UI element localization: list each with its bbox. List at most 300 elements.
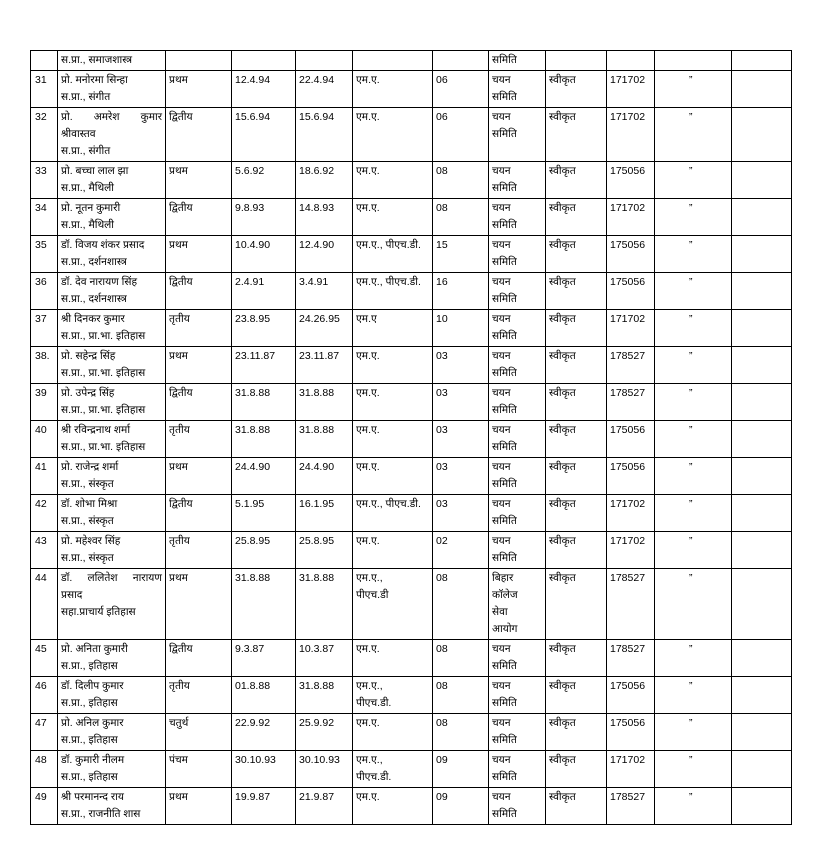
ditto-mark-cell: ” <box>655 714 732 751</box>
name-designation-cell <box>58 162 166 199</box>
serial-number-cell: 43 <box>31 532 58 569</box>
serial-number-cell: 38. <box>31 347 58 384</box>
selection-body-line: समिति <box>492 771 517 783</box>
selection-body-cell <box>489 532 546 569</box>
reference-number-cell: 175056 <box>607 421 655 458</box>
name-designation-line: स.प्रा., प्रा.भा. इतिहास <box>61 330 146 342</box>
status-cell <box>546 51 607 71</box>
code-cell: 10 <box>433 310 489 347</box>
name-designation-cell <box>58 569 166 640</box>
qualification-line: पीएच.डी. <box>356 697 392 709</box>
joining-date-cell: 22.4.94 <box>296 71 353 108</box>
remarks-cell <box>732 71 792 108</box>
qualification-line: एम.ए. <box>356 111 380 123</box>
name-designation-cell <box>58 677 166 714</box>
selection-body-line: चयन <box>492 461 511 473</box>
status-cell: स्वीकृत <box>546 310 607 347</box>
joining-date-cell: 18.6.92 <box>296 162 353 199</box>
selection-body-line: आयोग <box>492 623 518 635</box>
joining-date-cell: 23.11.87 <box>296 347 353 384</box>
code-cell: 08 <box>433 677 489 714</box>
serial-number-cell: 34 <box>31 199 58 236</box>
appointment-date-cell: 23.11.87 <box>232 347 296 384</box>
qualification-line: एम.ए. <box>356 461 380 473</box>
remarks-cell <box>732 532 792 569</box>
name-designation-line: प्रो. बच्चा लाल झा <box>61 165 129 177</box>
status-cell: स्वीकृत <box>546 569 607 640</box>
name-designation-line: स.प्रा., दर्शनशास्त्र <box>61 256 127 268</box>
remarks-cell <box>732 199 792 236</box>
code-cell: 08 <box>433 714 489 751</box>
code-cell: 08 <box>433 569 489 640</box>
joining-date-cell: 24.26.95 <box>296 310 353 347</box>
table-row <box>31 273 792 310</box>
joining-date-cell: 30.10.93 <box>296 751 353 788</box>
appointment-date-cell: 15.6.94 <box>232 108 296 162</box>
table-row <box>31 108 792 162</box>
remarks-cell <box>732 751 792 788</box>
ditto-mark-cell: ” <box>655 495 732 532</box>
selection-body-line: समिति <box>492 697 517 709</box>
qualification-line: एम.ए. <box>356 74 380 86</box>
reference-number-cell: 178527 <box>607 384 655 421</box>
faculty-appointment-table <box>30 50 792 825</box>
table-row <box>31 458 792 495</box>
joining-date-cell: 15.6.94 <box>296 108 353 162</box>
name-designation-line: स.प्रा., प्रा.भा. इतिहास <box>61 367 146 379</box>
qualification-line: एम.ए., पीएच.डी. <box>356 239 421 251</box>
name-designation-line: प्रो. महेश्वर सिंह <box>61 535 121 547</box>
table-row <box>31 532 792 569</box>
sequence-cell: चतुर्थ <box>166 714 232 751</box>
sequence-cell: तृतीय <box>166 421 232 458</box>
appointment-date-cell: 23.8.95 <box>232 310 296 347</box>
remarks-cell <box>732 51 792 71</box>
table-row <box>31 236 792 273</box>
ditto-mark-cell: ” <box>655 236 732 273</box>
sequence-cell: प्रथम <box>166 569 232 640</box>
qualification-line: एम.ए <box>356 313 377 325</box>
reference-number-cell: 171702 <box>607 71 655 108</box>
name-designation-line: प्रो. अमरेश कुमार <box>61 111 162 123</box>
selection-body-cell <box>489 199 546 236</box>
qualification-cell <box>353 236 433 273</box>
code-cell <box>433 51 489 71</box>
name-designation-cell <box>58 458 166 495</box>
code-cell: 02 <box>433 532 489 569</box>
name-designation-cell <box>58 236 166 273</box>
appointment-date-cell: 12.4.94 <box>232 71 296 108</box>
qualification-cell <box>353 108 433 162</box>
serial-number-cell: 42 <box>31 495 58 532</box>
appointment-date-cell: 25.8.95 <box>232 532 296 569</box>
selection-body-line: चयन <box>492 276 511 288</box>
serial-number-cell: 45 <box>31 640 58 677</box>
reference-number-cell: 171702 <box>607 108 655 162</box>
qualification-cell <box>353 273 433 310</box>
name-designation-line: स.प्रा., प्रा.भा. इतिहास <box>61 404 146 416</box>
joining-date-cell: 12.4.90 <box>296 236 353 273</box>
status-cell: स्वीकृत <box>546 714 607 751</box>
name-designation-cell <box>58 751 166 788</box>
sequence-cell: तृतीय <box>166 310 232 347</box>
qualification-line: एम.ए. <box>356 165 380 177</box>
remarks-cell <box>732 458 792 495</box>
joining-date-cell: 24.4.90 <box>296 458 353 495</box>
ditto-mark-cell: ” <box>655 71 732 108</box>
status-cell: स्वीकृत <box>546 162 607 199</box>
name-designation-line: प्रो. नूतन कुमारी <box>61 202 121 214</box>
selection-body-cell <box>489 71 546 108</box>
status-cell: स्वीकृत <box>546 751 607 788</box>
selection-body-line: समिति <box>492 91 517 103</box>
name-designation-line: प्रो. सहेन्द्र सिंह <box>61 350 116 362</box>
status-cell: स्वीकृत <box>546 273 607 310</box>
ditto-mark-cell: ” <box>655 273 732 310</box>
remarks-cell <box>732 788 792 825</box>
selection-body-line: समिति <box>492 219 517 231</box>
status-cell: स्वीकृत <box>546 108 607 162</box>
appointment-date-cell: 30.10.93 <box>232 751 296 788</box>
qualification-line: एम.ए. <box>356 717 380 729</box>
selection-body-line: समिति <box>492 182 517 194</box>
code-cell: 03 <box>433 347 489 384</box>
qualification-cell <box>353 532 433 569</box>
sequence-cell: द्वितीय <box>166 384 232 421</box>
joining-date-cell: 21.9.87 <box>296 788 353 825</box>
selection-body-cell <box>489 347 546 384</box>
code-cell: 08 <box>433 199 489 236</box>
qualification-cell <box>353 310 433 347</box>
status-cell: स्वीकृत <box>546 199 607 236</box>
name-designation-cell <box>58 108 166 162</box>
qualification-line: एम.ए., पीएच.डी. <box>356 276 421 288</box>
name-designation-line: डॉ. देव नारायण सिंह <box>61 276 138 288</box>
joining-date-cell: 10.3.87 <box>296 640 353 677</box>
selection-body-cell <box>489 162 546 199</box>
appointment-date-cell: 31.8.88 <box>232 569 296 640</box>
qualification-cell <box>353 677 433 714</box>
selection-body-cell <box>489 677 546 714</box>
code-cell: 08 <box>433 162 489 199</box>
selection-body-line: चयन <box>492 424 511 436</box>
name-designation-cell <box>58 273 166 310</box>
name-designation-line: स.प्रा., इतिहास <box>61 697 118 709</box>
selection-body-line: चयन <box>492 498 511 510</box>
ditto-mark-cell: ” <box>655 677 732 714</box>
code-cell: 16 <box>433 273 489 310</box>
qualification-cell <box>353 199 433 236</box>
selection-body-line: चयन <box>492 202 511 214</box>
table-row <box>31 677 792 714</box>
reference-number-cell: 175056 <box>607 236 655 273</box>
serial-number-cell: 31 <box>31 71 58 108</box>
selection-body-line: समिति <box>492 660 517 672</box>
name-designation-cell <box>58 640 166 677</box>
name-designation-cell <box>58 495 166 532</box>
qualification-line: एम.ए. <box>356 387 380 399</box>
code-cell: 15 <box>433 236 489 273</box>
reference-number-cell: 178527 <box>607 569 655 640</box>
name-designation-line: प्रो. राजेन्द्र शर्मा <box>61 461 119 473</box>
name-designation-line: स.प्रा., राजनीति शास <box>61 808 141 820</box>
name-designation-line: प्रसाद <box>61 589 83 601</box>
name-designation-cell <box>58 532 166 569</box>
remarks-cell <box>732 310 792 347</box>
ditto-mark-cell: ” <box>655 421 732 458</box>
appointment-date-cell: 10.4.90 <box>232 236 296 273</box>
selection-body-cell <box>489 236 546 273</box>
name-designation-line: प्रो. मनोरमा सिन्हा <box>61 74 128 86</box>
joining-date-cell: 25.8.95 <box>296 532 353 569</box>
qualification-cell <box>353 640 433 677</box>
reference-number-cell: 171702 <box>607 532 655 569</box>
qualification-line: एम.ए. <box>356 424 380 436</box>
qualification-line: एम.ए., <box>356 572 383 584</box>
name-designation-line: श्रीवास्तव <box>61 128 96 140</box>
serial-number-cell <box>31 51 58 71</box>
code-cell: 06 <box>433 108 489 162</box>
qualification-cell <box>353 71 433 108</box>
joining-date-cell: 31.8.88 <box>296 421 353 458</box>
sequence-cell: प्रथम <box>166 458 232 495</box>
remarks-cell <box>732 640 792 677</box>
status-cell: स्वीकृत <box>546 236 607 273</box>
table-row <box>31 384 792 421</box>
table-row <box>31 421 792 458</box>
qualification-line: एम.ए. <box>356 350 380 362</box>
name-designation-line: स.प्रा., दर्शनशास्त्र <box>61 293 127 305</box>
joining-date-cell <box>296 51 353 71</box>
code-cell: 08 <box>433 640 489 677</box>
selection-body-line: समिति <box>492 367 517 379</box>
sequence-cell: प्रथम <box>166 162 232 199</box>
selection-body-cell <box>489 51 546 71</box>
serial-number-cell: 32 <box>31 108 58 162</box>
selection-body-cell <box>489 108 546 162</box>
sequence-cell: प्रथम <box>166 347 232 384</box>
reference-number-cell <box>607 51 655 71</box>
selection-body-cell <box>489 788 546 825</box>
qualification-cell <box>353 788 433 825</box>
joining-date-cell: 31.8.88 <box>296 569 353 640</box>
ditto-mark-cell: ” <box>655 788 732 825</box>
selection-body-cell <box>489 310 546 347</box>
sequence-cell: पंचम <box>166 751 232 788</box>
qualification-cell <box>353 384 433 421</box>
name-designation-line: सहा.प्राचार्य इतिहास <box>61 606 136 618</box>
reference-number-cell: 175056 <box>607 273 655 310</box>
serial-number-cell: 33 <box>31 162 58 199</box>
appointment-date-cell: 24.4.90 <box>232 458 296 495</box>
qualification-cell <box>353 569 433 640</box>
ditto-mark-cell: ” <box>655 532 732 569</box>
table-body <box>31 51 792 825</box>
selection-body-line: समिति <box>492 734 517 746</box>
selection-body-line: समिति <box>492 441 517 453</box>
remarks-cell <box>732 569 792 640</box>
code-cell: 03 <box>433 421 489 458</box>
selection-body-cell <box>489 273 546 310</box>
selection-body-line: सेवा <box>492 606 508 618</box>
selection-body-cell <box>489 384 546 421</box>
selection-body-line: बिहार <box>492 572 514 584</box>
selection-body-cell <box>489 569 546 640</box>
qualification-cell <box>353 347 433 384</box>
selection-body-line: समिति <box>492 404 517 416</box>
selection-body-line: चयन <box>492 754 511 766</box>
qualification-line: एम.ए. <box>356 643 380 655</box>
sequence-cell: द्वितीय <box>166 108 232 162</box>
qualification-line: एम.ए. <box>356 791 380 803</box>
table-row <box>31 495 792 532</box>
selection-body-line: समिति <box>492 552 517 564</box>
selection-body-line: समिति <box>492 54 517 66</box>
appointment-date-cell: 31.8.88 <box>232 421 296 458</box>
serial-number-cell: 41 <box>31 458 58 495</box>
document-page <box>30 50 792 825</box>
name-designation-line: प्रो. अनिता कुमारी <box>61 643 128 655</box>
ditto-mark-cell: ” <box>655 310 732 347</box>
name-designation-line: स.प्रा., संस्कृत <box>61 478 114 490</box>
table-row <box>31 310 792 347</box>
name-designation-line: स.प्रा., संगीत <box>61 145 111 157</box>
sequence-cell: द्वितीय <box>166 495 232 532</box>
appointment-date-cell: 19.9.87 <box>232 788 296 825</box>
joining-date-cell: 3.4.91 <box>296 273 353 310</box>
name-designation-cell <box>58 71 166 108</box>
remarks-cell <box>732 347 792 384</box>
name-designation-cell <box>58 384 166 421</box>
status-cell: स्वीकृत <box>546 532 607 569</box>
appointment-date-cell: 31.8.88 <box>232 384 296 421</box>
name-designation-line: श्री रविन्द्रनाथ शर्मा <box>61 424 131 436</box>
qualification-cell <box>353 714 433 751</box>
ditto-mark-cell: ” <box>655 458 732 495</box>
appointment-date-cell: 9.3.87 <box>232 640 296 677</box>
remarks-cell <box>732 495 792 532</box>
qualification-cell <box>353 51 433 71</box>
serial-number-cell: 48 <box>31 751 58 788</box>
qualification-line: एम.ए., पीएच.डी. <box>356 498 421 510</box>
appointment-date-cell: 2.4.91 <box>232 273 296 310</box>
serial-number-cell: 37 <box>31 310 58 347</box>
selection-body-line: चयन <box>492 313 511 325</box>
selection-body-line: समिति <box>492 478 517 490</box>
name-designation-line: डॉ. विजय शंकर प्रसाद <box>61 239 145 251</box>
serial-number-cell: 40 <box>31 421 58 458</box>
serial-number-cell: 39 <box>31 384 58 421</box>
selection-body-cell <box>489 495 546 532</box>
reference-number-cell: 171702 <box>607 310 655 347</box>
selection-body-line: समिति <box>492 293 517 305</box>
sequence-cell: द्वितीय <box>166 273 232 310</box>
appointment-date-cell <box>232 51 296 71</box>
joining-date-cell: 16.1.95 <box>296 495 353 532</box>
remarks-cell <box>732 273 792 310</box>
serial-number-cell: 35 <box>31 236 58 273</box>
selection-body-cell <box>489 421 546 458</box>
reference-number-cell: 178527 <box>607 788 655 825</box>
name-designation-line: स.प्रा., प्रा.भा. इतिहास <box>61 441 146 453</box>
selection-body-line: चयन <box>492 387 511 399</box>
name-designation-line: डॉ. शोभा मिश्रा <box>61 498 118 510</box>
sequence-cell: प्रथम <box>166 236 232 273</box>
selection-body-line: चयन <box>492 111 511 123</box>
remarks-cell <box>732 421 792 458</box>
code-cell: 03 <box>433 495 489 532</box>
name-designation-line: श्री परमानन्द राय <box>61 791 124 803</box>
appointment-date-cell: 01.8.88 <box>232 677 296 714</box>
remarks-cell <box>732 714 792 751</box>
reference-number-cell: 178527 <box>607 640 655 677</box>
selection-body-line: चयन <box>492 74 511 86</box>
name-designation-cell <box>58 421 166 458</box>
reference-number-cell: 175056 <box>607 458 655 495</box>
reference-number-cell: 178527 <box>607 347 655 384</box>
name-designation-line: स.प्रा., मैथिली <box>61 219 115 231</box>
name-designation-cell <box>58 347 166 384</box>
selection-body-line: समिति <box>492 256 517 268</box>
qualification-line: एम.ए. <box>356 202 380 214</box>
qualification-cell <box>353 458 433 495</box>
code-cell: 09 <box>433 751 489 788</box>
sequence-cell: द्वितीय <box>166 199 232 236</box>
selection-body-line: समिति <box>492 330 517 342</box>
reference-number-cell: 175056 <box>607 162 655 199</box>
qualification-line: पीएच.डी <box>356 589 389 601</box>
table-row <box>31 714 792 751</box>
selection-body-line: चयन <box>492 680 511 692</box>
sequence-cell: प्रथम <box>166 71 232 108</box>
ditto-mark-cell: ” <box>655 162 732 199</box>
name-designation-line: स.प्रा., इतिहास <box>61 734 118 746</box>
serial-number-cell: 36 <box>31 273 58 310</box>
code-cell: 09 <box>433 788 489 825</box>
selection-body-line: चयन <box>492 791 511 803</box>
status-cell: स्वीकृत <box>546 495 607 532</box>
serial-number-cell: 49 <box>31 788 58 825</box>
serial-number-cell: 44 <box>31 569 58 640</box>
reference-number-cell: 171702 <box>607 495 655 532</box>
appointment-date-cell: 5.1.95 <box>232 495 296 532</box>
remarks-cell <box>732 384 792 421</box>
status-cell: स्वीकृत <box>546 71 607 108</box>
name-designation-line: डॉ. ललितेश नारायण <box>61 572 162 584</box>
status-cell: स्वीकृत <box>546 421 607 458</box>
name-designation-cell <box>58 788 166 825</box>
qualification-line: एम.ए., <box>356 680 383 692</box>
name-designation-line: स.प्रा., मैथिली <box>61 182 115 194</box>
ditto-mark-cell <box>655 51 732 71</box>
name-designation-line: स.प्रा., संस्कृत <box>61 515 114 527</box>
joining-date-cell: 25.9.92 <box>296 714 353 751</box>
remarks-cell <box>732 108 792 162</box>
qualification-cell <box>353 751 433 788</box>
name-designation-cell <box>58 310 166 347</box>
status-cell: स्वीकृत <box>546 788 607 825</box>
code-cell: 03 <box>433 384 489 421</box>
name-designation-line: स.प्रा., इतिहास <box>61 660 118 672</box>
reference-number-cell: 171702 <box>607 751 655 788</box>
ditto-mark-cell: ” <box>655 751 732 788</box>
ditto-mark-cell: ” <box>655 640 732 677</box>
joining-date-cell: 31.8.88 <box>296 677 353 714</box>
ditto-mark-cell: ” <box>655 569 732 640</box>
name-designation-cell <box>58 199 166 236</box>
ditto-mark-cell: ” <box>655 108 732 162</box>
sequence-cell <box>166 51 232 71</box>
